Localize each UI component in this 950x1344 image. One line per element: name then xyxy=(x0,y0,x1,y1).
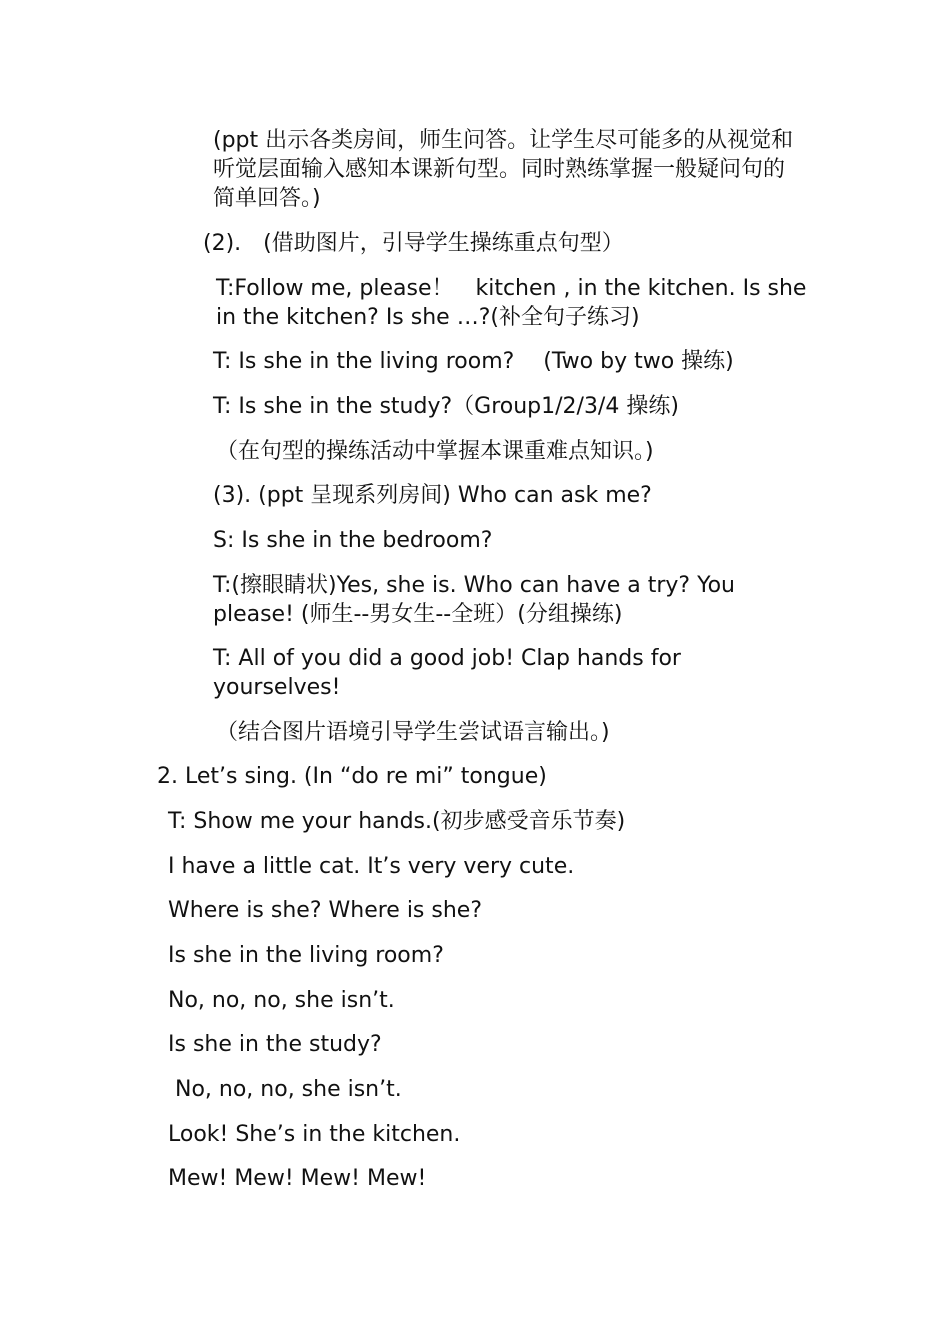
section-lets-sing: 2. Let’s sing. (In “do re mi” tongue) xyxy=(157,764,547,789)
paragraph-step-3: (3). (ppt 呈现系列房间) Who can ask me? xyxy=(213,483,652,508)
paragraph-living-room: T: Is she in the living room? (Two by two 操练) xyxy=(213,349,734,374)
song-line-8: Mew! Mew! Mew! Mew! xyxy=(168,1166,427,1191)
song-line-3: Is she in the living room? xyxy=(168,943,444,968)
song-line-2: Where is she? Where is she? xyxy=(168,898,483,923)
paragraph-note-output: （结合图片语境引导学生尝试语言输出。) xyxy=(216,720,610,745)
paragraph-try: T:(擦眼睛状)Yes, she is. Who can have a try? You please! (师生--男女生--全班）(分组操练) xyxy=(213,573,735,627)
paragraph-good-job: T: All of you did a good job! Clap hands for yourselves! xyxy=(213,646,681,700)
paragraph-ppt-intro: (ppt 出示各类房间，师生问答。让学生尽可能多的从视觉和听觉层面输入感知本课新句型。同时熟练掌握一般疑问句的简单回答。) xyxy=(213,128,794,211)
song-line-6: No, no, no, she isn’t. xyxy=(168,1077,402,1102)
paragraph-bedroom: S: Is she in the bedroom? xyxy=(213,528,493,553)
paragraph-note-drill: （在句型的操练活动中掌握本课重难点知识。) xyxy=(216,439,654,464)
song-line-1: I have a little cat. It’s very very cute. xyxy=(168,854,575,879)
song-line-4: No, no, no, she isn’t. xyxy=(168,988,395,1013)
paragraph-show-hands: T: Show me your hands.(初步感受音乐节奏) xyxy=(168,809,626,834)
paragraph-step-2: (2). (借助图片，引导学生操练重点句型） xyxy=(203,231,624,256)
paragraph-follow-me: T:Follow me, please！ kitchen , in the kitchen. Is she in the kitchen? Is she …?(补全句子练习) xyxy=(216,276,807,330)
paragraph-study: T: Is she in the study?（Group1/2/3/4 操练) xyxy=(213,394,679,419)
song-line-5: Is she in the study? xyxy=(168,1032,382,1057)
song-line-7: Look! She’s in the kitchen. xyxy=(168,1122,461,1147)
